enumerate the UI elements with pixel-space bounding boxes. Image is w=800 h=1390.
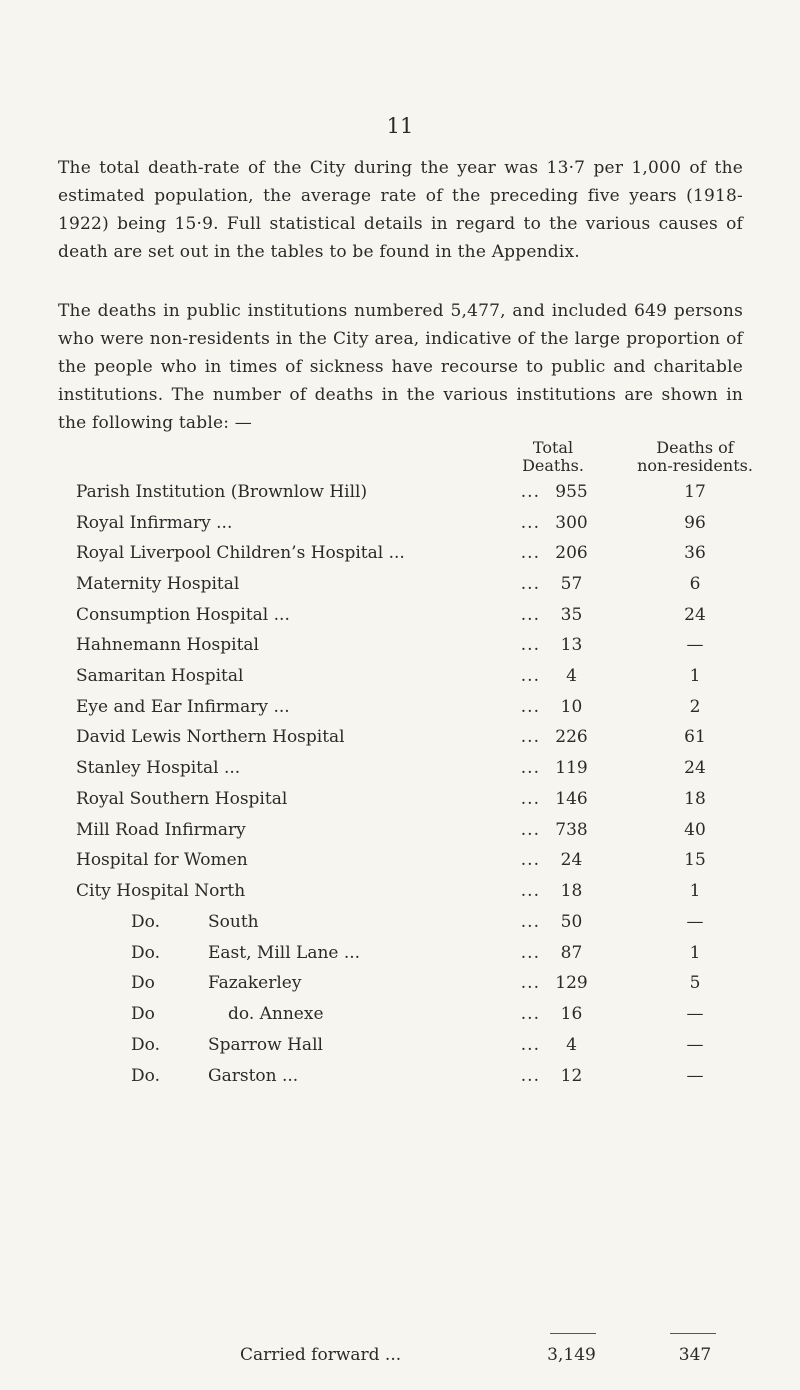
total-deaths: 10 [560, 697, 583, 717]
column-header-total-deaths [498, 439, 608, 475]
total-deaths: 146 [555, 789, 588, 809]
leader-dots: ... [520, 635, 540, 655]
table-row [0, 876, 800, 906]
page-number: 11 [386, 114, 414, 138]
non-resident-deaths: — [686, 635, 704, 655]
table-row [0, 999, 800, 1029]
institution-name: Mill Road Infirmary [76, 820, 246, 840]
institution-name: Garston ... [208, 1066, 299, 1086]
non-resident-deaths: 40 [684, 820, 706, 840]
non-resident-deaths: 5 [689, 973, 701, 993]
leader-dots: ... [520, 482, 540, 502]
header-line: non-residents. [637, 456, 753, 475]
leader-dots: ... [520, 912, 540, 932]
table-row [0, 630, 800, 660]
leader-dots: ... [520, 943, 540, 963]
paragraph-institution-deaths [58, 297, 743, 437]
carried-forward-label: Carried forward ... [240, 1345, 402, 1365]
leader-dots: ... [520, 881, 540, 901]
non-resident-deaths: 15 [684, 850, 706, 870]
table-row [0, 477, 800, 507]
institution-name: Stanley Hospital ... [76, 758, 241, 778]
institution-name: Consumption Hospital ... [76, 605, 290, 625]
leader-dots: ... [520, 1035, 540, 1055]
total-deaths: 57 [560, 574, 583, 594]
non-resident-deaths: 61 [684, 727, 706, 747]
non-resident-deaths: 6 [689, 574, 701, 594]
total-deaths: 4 [566, 1035, 577, 1055]
total-deaths: 50 [560, 912, 583, 932]
non-resident-deaths: — [686, 1035, 704, 1055]
table-row [0, 784, 800, 814]
total-deaths: 12 [560, 1066, 583, 1086]
carried-forward-total: 3,149 [547, 1345, 596, 1365]
ditto-mark: Do. [131, 1066, 160, 1086]
total-deaths: 24 [560, 850, 583, 870]
non-resident-deaths: 18 [684, 789, 706, 809]
ditto-mark: Do. [131, 943, 160, 963]
header-line: Total [532, 438, 574, 457]
table-row [0, 1030, 800, 1060]
institution-name: Eye and Ear Infirmary ... [76, 697, 290, 717]
total-deaths: 955 [555, 482, 588, 502]
sum-rule-non-residents [670, 1333, 716, 1334]
table-row [0, 845, 800, 875]
table-row [0, 815, 800, 845]
sum-rule-total [550, 1333, 596, 1334]
leader-dots: ... [520, 1004, 540, 1024]
table-row [0, 1061, 800, 1091]
total-deaths: 738 [555, 820, 588, 840]
total-deaths: 4 [566, 666, 577, 686]
total-deaths: 18 [560, 881, 583, 901]
leader-dots: ... [520, 789, 540, 809]
non-resident-deaths: — [686, 1004, 704, 1024]
institution-name: East, Mill Lane ... [208, 943, 361, 963]
total-deaths: 35 [560, 605, 583, 625]
ditto-mark: Do [131, 1004, 155, 1024]
institution-name: City Hospital North [76, 881, 246, 901]
total-deaths: 129 [555, 973, 588, 993]
total-deaths: 300 [555, 513, 588, 533]
institution-name: Royal Infirmary ... [76, 513, 233, 533]
institution-name: Samaritan Hospital [76, 666, 244, 686]
paragraph-text: The deaths in public institutions numbered 5,477, and included 649 persons who were non-residents in the City area, indicative of the large proportion of the people who in times of sickness have recourse to public and charitable institutions. The number of deaths in the various institutions are shown in the following table: — [58, 301, 743, 433]
non-resident-deaths: — [686, 1066, 704, 1086]
non-resident-deaths: 1 [689, 666, 701, 686]
carried-forward-row [0, 1340, 800, 1370]
leader-dots: ... [520, 1066, 540, 1086]
leader-dots: ... [520, 605, 540, 625]
table-row [0, 508, 800, 538]
table-row [0, 661, 800, 691]
non-resident-deaths: 96 [684, 513, 706, 533]
column-header-non-resident-deaths [620, 439, 770, 475]
leader-dots: ... [520, 513, 540, 533]
leader-dots: ... [520, 758, 540, 778]
non-resident-deaths: 36 [684, 543, 706, 563]
leader-dots: ... [520, 697, 540, 717]
institution-name: Sparrow Hall [208, 1035, 323, 1055]
non-resident-deaths: 1 [689, 943, 701, 963]
non-resident-deaths: 24 [684, 605, 706, 625]
carried-forward-non-residents: 347 [678, 1345, 712, 1365]
total-deaths: 16 [560, 1004, 583, 1024]
table-row [0, 600, 800, 630]
non-resident-deaths: 1 [689, 881, 701, 901]
leader-dots: ... [520, 666, 540, 686]
ditto-mark: Do [131, 973, 155, 993]
table-row [0, 753, 800, 783]
non-resident-deaths: 24 [684, 758, 706, 778]
non-resident-deaths: 2 [689, 697, 701, 717]
leader-dots: ... [520, 727, 540, 747]
header-line: Deaths of [656, 438, 734, 457]
ditto-mark: Do. [131, 1035, 160, 1055]
institution-name: Royal Liverpool Children’s Hospital ... [76, 543, 405, 563]
institution-name: South [208, 912, 259, 932]
total-deaths: 13 [560, 635, 583, 655]
institution-name: Fazakerley [208, 973, 302, 993]
leader-dots: ... [520, 574, 540, 594]
institution-name: Maternity Hospital [76, 574, 240, 594]
institution-name: David Lewis Northern Hospital [76, 727, 345, 747]
total-deaths: 206 [555, 543, 588, 563]
leader-dots: ... [520, 850, 540, 870]
institution-name: Royal Southern Hospital [76, 789, 288, 809]
institution-name: do. Annexe [228, 1004, 324, 1024]
leader-dots: ... [520, 820, 540, 840]
header-line: Deaths. [522, 456, 584, 475]
ditto-mark: Do. [131, 912, 160, 932]
institution-name: Parish Institution (Brownlow Hill) [76, 482, 368, 502]
table-row [0, 938, 800, 968]
paragraph-death-rate [58, 154, 743, 266]
paragraph-text: The total death-rate of the City during the year was 13·7 per 1,000 of the estimated population, the average rate of the preceding five years (1918-1922) being 15·9. Full statistical details in regard to the various causes of death are set out in the tables to be found in the Appendix. [58, 158, 743, 262]
institution-name: Hahnemann Hospital [76, 635, 259, 655]
table-row [0, 538, 800, 568]
total-deaths: 87 [560, 943, 583, 963]
leader-dots: ... [520, 543, 540, 563]
table-row [0, 968, 800, 998]
total-deaths: 119 [555, 758, 588, 778]
non-resident-deaths: — [686, 912, 704, 932]
table-row [0, 569, 800, 599]
table-row [0, 722, 800, 752]
leader-dots: ... [520, 973, 540, 993]
institution-name: Hospital for Women [76, 850, 248, 870]
non-resident-deaths: 17 [684, 482, 706, 502]
table-row [0, 692, 800, 722]
total-deaths: 226 [555, 727, 588, 747]
table-row [0, 907, 800, 937]
